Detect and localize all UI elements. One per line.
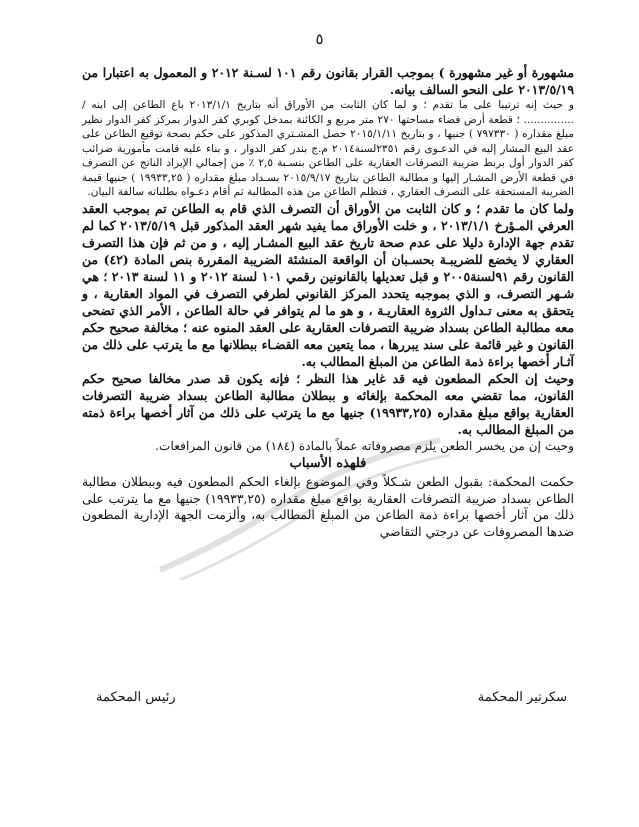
president-signature-label: رئيس المحكمة (96, 690, 176, 705)
judgment-text (82, 64, 574, 540)
ruling-text: حكمت المحكمة: بقبول الطعن شـكلاً وفي الموضوع بإلغاء الحكم المطعون فيه وببطلان مطالبة الطاعن بسداد ضريبة التصرفات العقارية بواقع مبلغ مقداره (١٩٩٣٣,٢٥) جنيها مع ما يترتب على ذلك من آثار أخصها براءة ذمة الطاعن من المبلغ المطالب به، وألزمت الجهة الإدارية المطعون ضدها المصروفات عن درجتي التقاضي (82, 474, 574, 539)
paragraph-costs: وحيث إن من يخسر الطعن يلزم مصروفاته عملاً بالمادة (١٨٤) من قانون المرافعات. (155, 438, 574, 453)
paragraph-law-reference: مشهورة أو غير مشهورة ) بموجب القرار بقانون رقم ١٠١ لسـنة ٢٠١٢ و المعمول به اعتبارا من ٢٠١٣/٥/١٩ على النحو السالف بيانه. (82, 65, 575, 97)
paragraph-facts: و حيث إنه ترتيبا على ما تقدم ؛ و لما كان الثابت من الأوراق أنه بتاريخ ٢٠١٣/١/١ باع الطاعن إلى ابنه / ............... ؛ قطعة أرض فضاء مساحتها ٢٧٠ متر مربع و الكائنة بمدخل كوبري كفر الدوار بمركز كفر الدوار نظير مبلغ مقداره ( ٧٩٧٣٣٠ ) جنيها ، و بتاريخ ٢٠١٥/١/١١ حصل المشـتري المذكور على حكم بصحة توقيع الطاعن على عقد البيع المشار إليه في الدعـوى رقم ٢٣٥١لسنة٢٠١٤ م.ج بندر كفر الدوار ، و بناء عليه قامت مأمورية ضرائب كفر الدوار أول بربط ضريبة التصرفات العقارية على الطاعن بنسـبة ٢,٥ ٪ من إجمالي الإيراد الناتج عن التصرف في قطعة الأرض المشـار إليها و مطالبة الطاعن بتاريخ ٢٠١٥/٩/١٧ بسـداد مبلغ مقداره ( ١٩٩٣٣,٢٥ ) جنيها قيمة الضريبة المستحقة على التصرف العقاري ، فتظلم الطاعن من هذه المطالبة ثم أقام دعـواه بطلباته سالفة البيان. (82, 99, 574, 198)
reasons-heading: فلهذه الأسباب (289, 456, 367, 471)
secretary-signature-label: سكرتير المحكمة (477, 690, 567, 705)
paragraph-judgment-overturned: وحيث إن الحكم المطعون فيه قد غاير هذا النظر ؛ فإنه يكون قد صدر مخالفا صحيح حكم القانون، مما تقضي معه المحكمة بإلغائه و ببطلان مطالبة الطاعن بسداد ضريبة التصرفات العقارية بواقع مبلغ مقداره (١٩٩٣٣,٢٥) جنيها مع ما يترتب على ذلك من آثار أخصها براءة ذمته من المبلغ المطالب به. (82, 370, 575, 437)
paragraph-legal-reasoning: ولما كان ما تقدم ؛ و كان الثابت من الأوراق أن التصرف الذي قام به الطاعن تم بموجب العقد العرفي المـؤرخ ٢٠١٣/١/١ ، و خلت الأوراق مما يفيد شهر العقد المذكور قبل ٢٠١٣/٥/١٩ كما لم تقدم جهة الإدارة دليلا على عدم صحة تاريخ عقد البيع المشـار إليه ، و من ثم فإن هذا التصرف العقاري لا يخضع للضريبـة بحسـبان أن الواقعة المنشئة الضريبة المقررة بنص المادة (٤٢) من القانون رقم ٩١لسنة٢٠٠٥ و قبل تعديلها بالقانونين رقمي ١٠١ لسنة ٢٠١٢ و ١١ لسنة ٢٠١٣ ؛ هي شـهر التصرف، و الذي بموجبه يتحدد المركز القانوني لطرفي التصرف في المواد العقارية ، و يتحقق به معنى تـداول الثروة العقاريـة ، و هو ما لم يتوافر في حالة الطاعن ، الأمر الذي تضحى معه مطالبة الطاعن بسداد ضريبة التصرفات العقارية على العقد المنوه عنه ؛ مخالفة صحيح حكم القانون و غير قائمة على سند يبررها ، مما يتعين معه القضـاء ببطلانها مع ما يترتب على ذلك من آثـار أخصها براءة ذمة الطاعن من المبلغ المطالب به. (82, 200, 574, 369)
page-number: ٥ (315, 30, 324, 48)
